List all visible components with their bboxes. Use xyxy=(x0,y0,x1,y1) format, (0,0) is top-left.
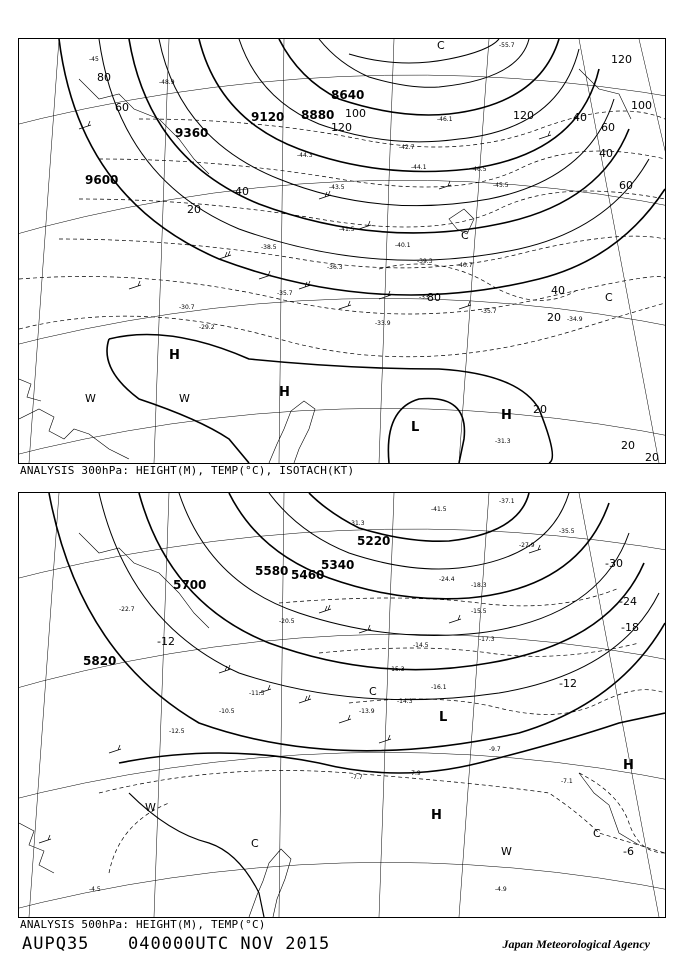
isotach-label: 20 xyxy=(187,203,201,216)
temp-value: -38.5 xyxy=(261,244,277,251)
temp-value: -40.7 xyxy=(457,262,473,269)
isotach-label: 120 xyxy=(331,121,352,134)
temp-value: -39.3 xyxy=(417,258,433,265)
temp-value: -45.5 xyxy=(493,182,509,189)
isotach-label: 60 xyxy=(115,101,129,114)
temp-value: -40.1 xyxy=(395,242,411,249)
temp-value: -46.1 xyxy=(437,116,453,123)
temp-value: -33.9 xyxy=(375,320,391,327)
chart-identifier: AUPQ35 xyxy=(22,934,90,954)
temp-value: -43.5 xyxy=(329,184,345,191)
warm-marker: W xyxy=(501,845,512,858)
panel-caption-300hpa: ANALYSIS 300hPa: HEIGHT(M), TEMP(°C), ISOTACH(KT) xyxy=(20,464,355,477)
cold-marker: C xyxy=(437,39,445,52)
height-contours xyxy=(49,493,665,917)
height-label: 9120 xyxy=(251,110,285,124)
temp-value: -14.3 xyxy=(397,698,413,705)
isotherm-label: -30 xyxy=(605,557,623,570)
height-label: 5820 xyxy=(83,654,117,668)
isotach-label: 20 xyxy=(533,403,547,416)
isotach-label: 60 xyxy=(619,179,633,192)
cold-marker: C xyxy=(369,685,377,698)
isotach-label: 20 xyxy=(621,439,635,452)
temp-value: -42.7 xyxy=(399,144,415,151)
temp-value: -10.5 xyxy=(219,708,235,715)
temp-value: -35.7 xyxy=(277,290,293,297)
temp-value: -31.3 xyxy=(495,438,511,445)
cold-marker: C xyxy=(605,291,613,304)
isotherm-label: -24 xyxy=(619,595,637,608)
temp-value: -35.5 xyxy=(559,528,575,535)
isotach-label: 120 xyxy=(611,53,632,66)
warm-marker: W xyxy=(85,392,96,405)
high-marker: H xyxy=(623,758,634,773)
temp-value: -24.4 xyxy=(439,576,455,583)
temp-value: -41.5 xyxy=(431,506,447,513)
temp-value: -18.3 xyxy=(471,582,487,589)
isotherm-label: -6 xyxy=(623,845,634,858)
isotach-label: 40 xyxy=(573,111,587,124)
temp-value: -46.5 xyxy=(471,166,487,173)
isotach-label: 120 xyxy=(513,109,534,122)
temp-value: -48.9 xyxy=(159,79,175,86)
map-panel-500hpa xyxy=(18,492,666,918)
graticule xyxy=(19,493,665,917)
temp-value: -29.2 xyxy=(199,324,215,331)
temp-value: -41.5 xyxy=(339,226,355,233)
cold-marker: C xyxy=(461,229,469,242)
height-label: 5340 xyxy=(321,558,355,572)
temp-value: -7.1 xyxy=(561,778,573,785)
high-marker: H xyxy=(279,385,290,400)
temp-value: -15.5 xyxy=(471,608,487,615)
isotach-label: 40 xyxy=(599,147,613,160)
temp-value: -44.3 xyxy=(297,152,313,159)
high-marker: H xyxy=(169,348,180,363)
isotherm-label: -12 xyxy=(559,677,577,690)
temp-value: -4.9 xyxy=(495,886,507,893)
temp-value: -7.9 xyxy=(409,770,421,777)
height-label: 5220 xyxy=(357,534,391,548)
temp-value: -35.7 xyxy=(481,308,497,315)
height-label: 9360 xyxy=(175,126,209,140)
high-marker: H xyxy=(431,808,442,823)
temp-value: -15.3 xyxy=(389,666,405,673)
temp-value: -11.5 xyxy=(249,690,265,697)
agency-name: Japan Meteorological Agency xyxy=(502,937,650,951)
height-label: 9600 xyxy=(85,173,119,187)
isotach-label: 80 xyxy=(427,291,441,304)
temp-value: -27.9 xyxy=(519,542,535,549)
wind-barbs xyxy=(79,121,551,309)
height-label: 5700 xyxy=(173,578,207,592)
low-marker: L xyxy=(439,710,448,725)
warm-marker: W xyxy=(145,801,156,814)
temp-value: -7.7 xyxy=(351,774,363,781)
height-label: 5460 xyxy=(291,568,325,582)
warm-marker: W xyxy=(179,392,190,405)
temp-value: -22.7 xyxy=(119,606,135,613)
temp-value: -37.1 xyxy=(499,498,515,505)
temp-value: -20.5 xyxy=(279,618,295,625)
temp-value: -9.7 xyxy=(489,746,501,753)
temp-value: -12.5 xyxy=(169,728,185,735)
temp-value: -45 xyxy=(89,56,99,63)
temp-value: -34.9 xyxy=(567,316,583,323)
coastline xyxy=(19,533,639,917)
isotach-label: 60 xyxy=(601,121,615,134)
valid-time: 040000UTC NOV 2015 xyxy=(128,934,331,954)
low-marker: L xyxy=(411,420,420,435)
map-panel-300hpa xyxy=(18,38,666,464)
temp-value: -31.3 xyxy=(349,520,365,527)
height-label: 8880 xyxy=(301,108,335,122)
temp-value: -4.5 xyxy=(89,886,101,893)
temp-value: -14.5 xyxy=(413,642,429,649)
temp-value: -55.7 xyxy=(499,42,515,49)
temp-value: -30.7 xyxy=(179,304,195,311)
temp-value: -36.3 xyxy=(327,264,343,271)
wind-barbs xyxy=(39,545,541,843)
isotach-label: 100 xyxy=(345,107,366,120)
temp-value: -13.9 xyxy=(359,708,375,715)
temp-value: -44.1 xyxy=(411,164,427,171)
cold-marker: C xyxy=(251,837,259,850)
isotach-label: 40 xyxy=(551,284,565,297)
temperature-values xyxy=(89,42,583,445)
map-300hpa-drawing xyxy=(19,39,665,463)
isotach-label: 20 xyxy=(645,451,659,463)
isotach-label: 80 xyxy=(97,71,111,84)
height-contours xyxy=(59,39,665,463)
height-label: 8640 xyxy=(331,88,365,102)
cold-marker: C xyxy=(593,827,601,840)
high-marker: H xyxy=(501,408,512,423)
temp-value: -17.3 xyxy=(479,636,495,643)
isotherm-label: -18 xyxy=(621,621,639,634)
isotherm-label: -12 xyxy=(157,635,175,648)
temp-value: -33 xyxy=(419,294,429,301)
isotach-label: 20 xyxy=(547,311,561,324)
isotach-label: 100 xyxy=(631,99,652,112)
height-label: 5580 xyxy=(255,564,289,578)
panel-caption-500hpa: ANALYSIS 500hPa: HEIGHT(M), TEMP(°C) xyxy=(20,918,266,931)
temp-value: -16.1 xyxy=(431,684,447,691)
isotach-label: 40 xyxy=(235,185,249,198)
map-500hpa-drawing xyxy=(19,493,665,917)
